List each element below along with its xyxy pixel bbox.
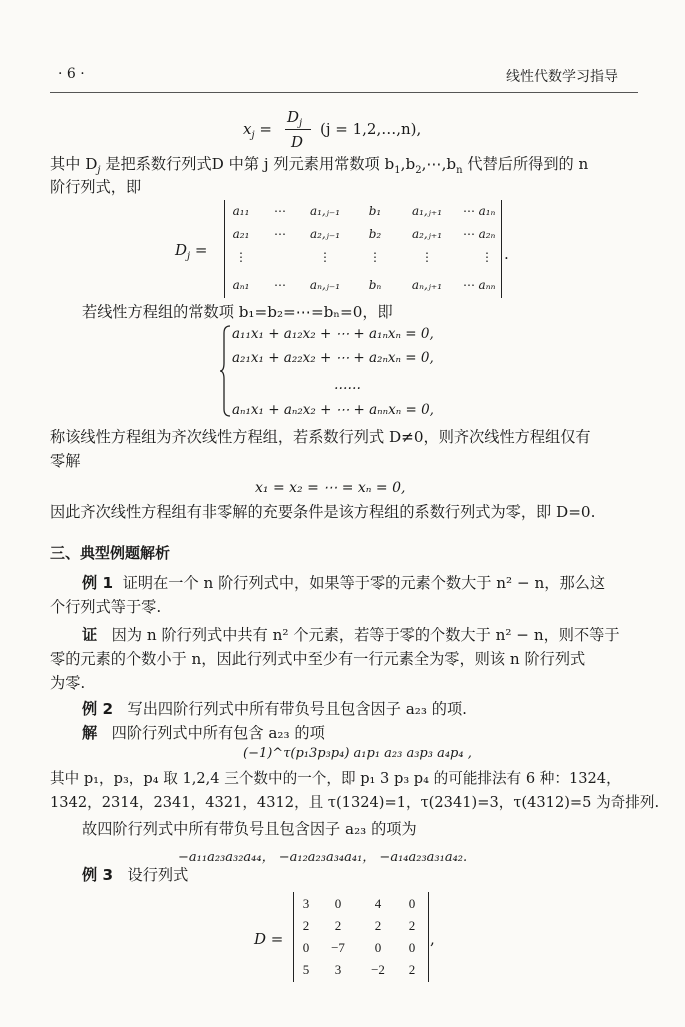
det-d-cell: 2 — [334, 918, 342, 933]
det-dj-cell: a₂,ⱼ₊₁ — [411, 227, 443, 241]
det-dj-cell: ⋯ — [274, 204, 286, 218]
det-d-cell: 3 — [334, 962, 342, 977]
det-d-cell: 2 — [408, 962, 416, 977]
det-dj-cell: ⋯ — [274, 278, 286, 292]
det-dj-cell: ⋮ — [481, 250, 493, 264]
solution-2-line-3: 1342，2314，2341，4321，4312，且 τ(1324)=1，τ(2341)=3，τ(4312)=5 为奇排列. — [50, 794, 660, 811]
section-heading: 三、典型例题解析 — [50, 544, 171, 562]
example-1-line-1: 例 1 证明在一个 n 阶行列式中，如果等于零的元素个数大于 n² − n，那么这 — [82, 574, 606, 592]
formula-xj-denominator: D — [291, 133, 304, 151]
paragraph-2: 若线性方程组的常数项 b₁=b₂=⋯=bₙ=0，即 — [82, 303, 393, 321]
proof-1-line-2: 零的元素的个数小于 n，因此行列式中至少有一行元素全为零，则该 n 阶行列式 — [50, 650, 586, 668]
book-title: 线性代数学习指导 — [506, 69, 618, 85]
det-d-cell: 0 — [302, 940, 310, 955]
system-equation: aₙ₁x₁ + aₙ₂x₂ + ⋯ + aₙₙxₙ = 0, — [232, 402, 434, 418]
solution-2-line-4: 故四阶行列式中所有带负号且包含因子 a₂₃ 的项为 — [82, 820, 417, 838]
det-d-lhs: D = — [254, 930, 284, 948]
paragraph-3-line-1: 称该线性方程组为齐次线性方程组，若系数行列式 D≠0，则齐次线性方程组仅有 — [50, 428, 591, 446]
det-d-cell: 5 — [302, 962, 310, 977]
det-dj-cell: ⋯ — [463, 227, 475, 241]
det-d-cell: 4 — [374, 896, 382, 911]
det-d-cell: 0 — [408, 940, 416, 955]
paragraph-3-line-2: 零解 — [50, 452, 81, 470]
solution-2-term: (−1)^τ(p₁3p₃p₄) a₁p₁ a₂₃ a₃p₃ a₄p₄ , — [243, 746, 472, 761]
formula-xj-lhs: $x_j$ = — [243, 120, 272, 141]
det-dj-cell: ⋮ — [319, 250, 331, 264]
det-dj-cell: ⋮ — [369, 250, 381, 264]
det-dj-cell: ⋯ — [463, 278, 475, 292]
det-d-cell: 0 — [408, 896, 416, 911]
header-rule — [50, 92, 638, 93]
det-dj-cell: ⋯ — [274, 227, 286, 241]
proof-1-line-1: 证 因为 n 阶行列式中共有 n² 个元素，若等于零的个数大于 n² − n，则不等于 — [82, 626, 620, 644]
det-dj-cell: aₙ₁ — [232, 278, 250, 292]
det-dj-cell: ⋮ — [421, 250, 433, 264]
example-2: 例 2 写出四阶行列式中所有带负号且包含因子 a₂₃ 的项. — [82, 700, 467, 718]
det-d-trail: , — [430, 930, 435, 948]
determinant-d — [293, 892, 429, 982]
det-dj-cell: b₂ — [368, 227, 382, 241]
det-dj-lhs: $D_j$ = — [175, 241, 208, 262]
system-brace — [220, 325, 230, 417]
det-dj-cell: a₂₁ — [232, 227, 250, 241]
proof-1-line-3: 为零. — [50, 674, 86, 692]
det-d-cell: 2 — [408, 918, 416, 933]
det-dj-cell: bₙ — [368, 278, 382, 292]
det-dj-cell: a₂ₙ — [478, 227, 496, 241]
det-d-cell: 2 — [302, 918, 310, 933]
det-d-cell: 3 — [302, 896, 310, 911]
det-dj-cell: aₙ,ⱼ₊₁ — [411, 278, 443, 292]
page-number: · 6 · — [58, 66, 85, 82]
system-equation: …… — [334, 377, 361, 393]
solution-2-terms: −a₁₁a₂₃a₃₂a₄₄， −a₁₂a₂₃a₃₄a₄₁， −a₁₄a₂₃a₃₁a₄₂. — [178, 850, 468, 865]
paragraph-1-line-1: 其中 $D_j$ 是把系数行列式D 中第 j 列元素用常数项 $b_1,b_2,\cdots,b_n$ 代替后所得到的 n — [50, 155, 589, 177]
det-d-cell: 0 — [374, 940, 382, 955]
det-dj-cell: aₙ,ⱼ₋₁ — [309, 278, 341, 292]
paragraph-4: 因此齐次线性方程组有非零解的充要条件是该方程组的系数行列式为零，即 D=0. — [50, 503, 596, 521]
det-dj-cell: a₁₁ — [232, 204, 250, 218]
det-dj-cell: a₁,ⱼ₋₁ — [309, 204, 341, 218]
formula-xj-numerator: $D_j$ — [287, 108, 303, 129]
det-dj-cell: ⋮ — [235, 250, 247, 264]
zero-solution: x₁ = x₂ = ⋯ = xₙ = 0, — [255, 480, 406, 496]
det-d-cell: 0 — [334, 896, 342, 911]
det-d-cell: −2 — [371, 962, 385, 977]
example-1-line-2: 个行列式等于零. — [50, 598, 162, 616]
det-dj-cell: ⋯ — [463, 204, 475, 218]
solution-2-line-1: 解 四阶行列式中所有包含 a₂₃ 的项 — [82, 724, 325, 742]
det-dj-trail: . — [504, 245, 509, 263]
det-d-cell: 2 — [374, 918, 382, 933]
det-dj-cell: a₁,ⱼ₊₁ — [411, 204, 443, 218]
solution-2-line-2: 其中 p₁，p₃，p₄ 取 1,2,4 三个数中的一个，即 p₁ 3 p₃ p₄ 的可能排法有 6 种：1324， — [50, 770, 621, 787]
formula-xj-range: (j = 1,2,…,n), — [320, 120, 422, 138]
det-dj-cell: a₁ₙ — [478, 204, 496, 218]
example-3: 例 3 设行列式 — [82, 866, 189, 884]
det-d-cell: −7 — [331, 940, 345, 955]
fraction-bar — [285, 129, 311, 130]
det-dj-cell: aₙₙ — [478, 278, 496, 292]
paragraph-1-line-2: 阶行列式，即 — [50, 178, 142, 196]
determinant-dj — [224, 200, 502, 298]
system-equation: a₁₁x₁ + a₁₂x₂ + ⋯ + a₁ₙxₙ = 0, — [232, 326, 434, 342]
det-dj-cell: a₂,ⱼ₋₁ — [309, 227, 341, 241]
system-equation: a₂₁x₁ + a₂₂x₂ + ⋯ + a₂ₙxₙ = 0, — [232, 350, 434, 366]
det-dj-cell: b₁ — [368, 204, 382, 218]
